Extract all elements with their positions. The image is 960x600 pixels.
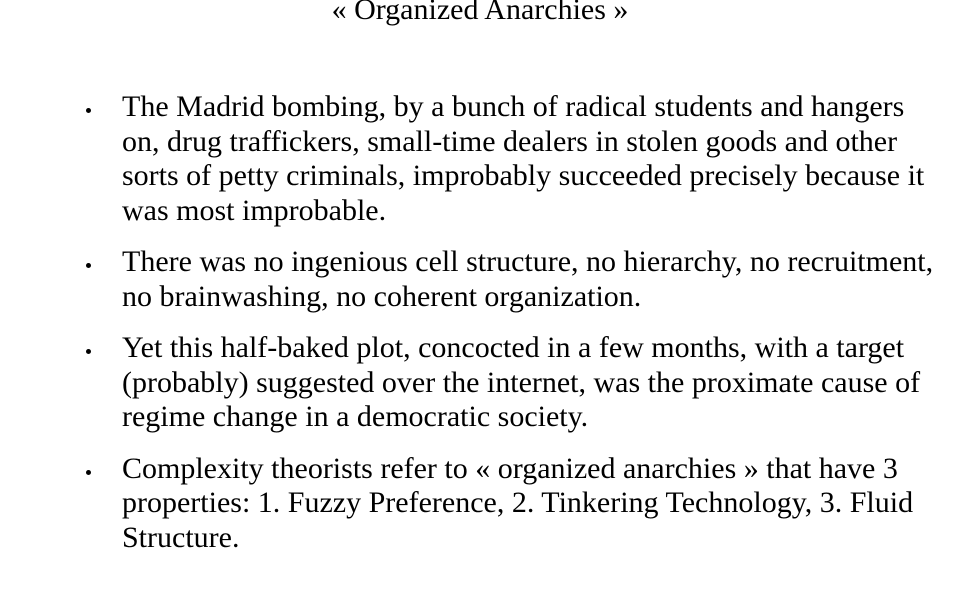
bullet-dot-icon — [86, 470, 91, 475]
bullet-item — [84, 90, 934, 228]
bullet-text: Yet this half-baked plot, concocted in a few months, with a target (probably) suggested over the internet, was the proximate cause of regime change in a democratic society. — [122, 331, 921, 433]
slide-title: « Organized Anarchies » — [331, 0, 629, 26]
bullet-dot-icon — [86, 108, 91, 113]
bullet-item — [84, 245, 934, 314]
bullet-text: There was no ingenious cell structure, no hierarchy, no recruitment, no brainwashing, no coherent organization. — [122, 245, 934, 313]
bullet-list — [84, 90, 934, 572]
bullet-dot-icon — [86, 263, 91, 268]
bullet-dot-icon — [86, 349, 91, 354]
bullet-text: The Madrid bombing, by a bunch of radical students and hangers on, drug traffickers, small-time dealers in stolen goods and other sorts of petty criminals, improbably succeeded precisely because it was most improbable. — [122, 90, 925, 227]
bullet-item — [84, 452, 934, 556]
bullet-text: Complexity theorists refer to « organized anarchies » that have 3 properties: 1. Fuzzy Preference, 2. Tinkering Technology, 3. Fluid Structure. — [122, 451, 914, 554]
bullet-item — [84, 331, 934, 435]
